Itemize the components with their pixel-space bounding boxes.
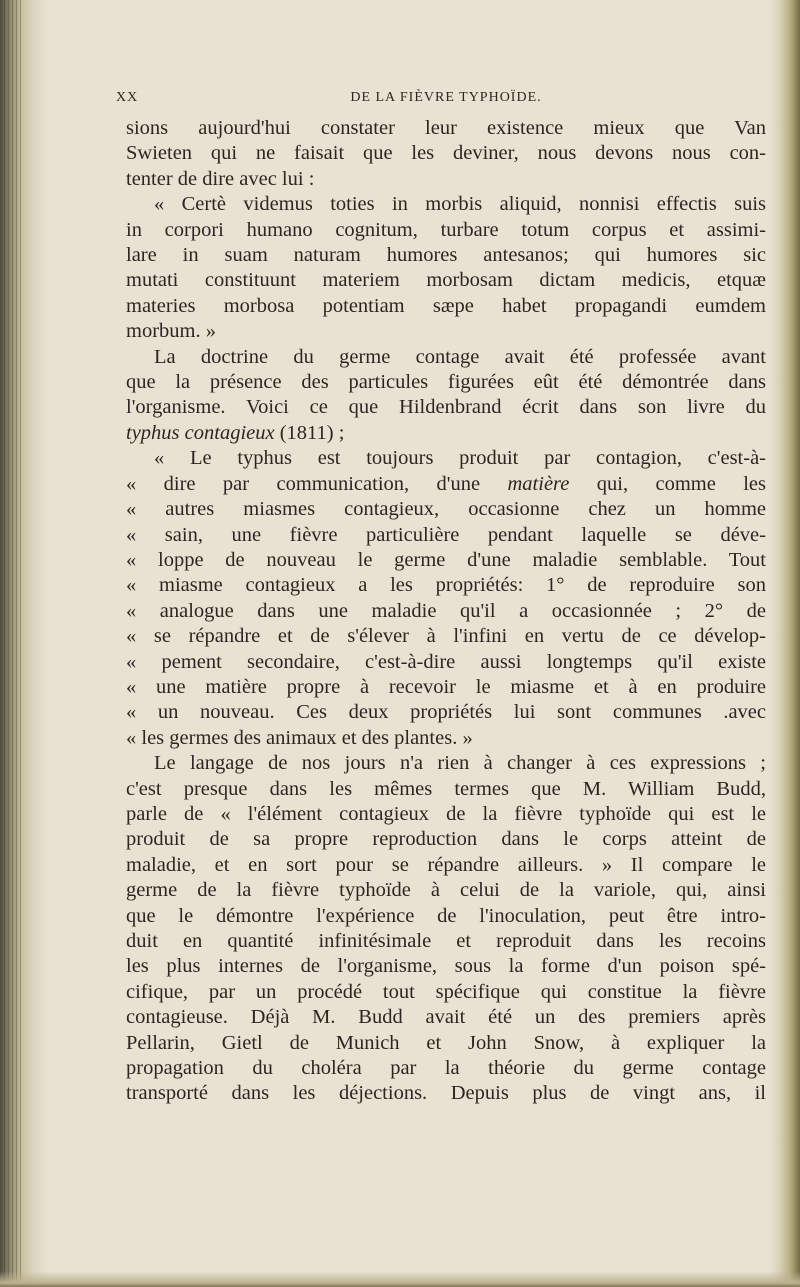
text-line: que la présence des particules figurées eût été démontrée dans — [126, 371, 766, 394]
text-line: « Le typhus est toujours produit par contagion, c'est-à- — [154, 447, 766, 470]
text-line: « se répandre et de s'élever à l'infini en vertu de ce dévelop- — [126, 625, 766, 648]
page-bottom-edge — [0, 1271, 800, 1287]
text-line — [126, 472, 766, 497]
body-text — [126, 116, 766, 1107]
page-number: XX — [116, 90, 139, 105]
text-line: c'est presque dans les mêmes termes que M. William Budd, — [126, 777, 766, 800]
page-right-edge — [770, 0, 800, 1287]
text-line: contagieuse. Déjà M. Budd avait été un des premiers après — [126, 1006, 766, 1029]
text-line: sions aujourd'hui constater leur existence mieux que Van — [126, 117, 766, 139]
text-line: maladie, et en sort pour se répandre ailleurs. » Il compare le — [126, 853, 766, 876]
text-line: transporté dans les déjections. Depuis plus de vingt ans, il — [126, 1082, 766, 1105]
text-line: « pement secondaire, c'est-à-dire aussi longtemps qu'il existe — [126, 650, 766, 673]
text-fragment: qui, comme les — [569, 472, 767, 495]
running-header — [116, 88, 766, 110]
running-title: DE LA FIÈVRE TYPHOÏDE. — [350, 90, 542, 105]
text-line: morbum. » — [126, 320, 216, 343]
text-line: produit de sa propre reproduction dans le corps atteint de — [126, 828, 766, 851]
text-line: « une matière propre à recevoir le miasme et à en produire — [126, 675, 766, 698]
text-line: « Certè videmus toties in morbis aliquid, nonnisi effectis suis — [154, 193, 766, 216]
text-line: parle de « l'élément contagieux de la fièvre typhoïde qui est le — [126, 802, 766, 825]
italic-word: matière — [507, 472, 570, 495]
hildenbrand-quotation — [126, 446, 766, 751]
text-line: tenter de dire avec lui : — [126, 167, 315, 190]
text-line: in corpori humano cognitum, turbare totum corpus et assimi- — [126, 218, 766, 241]
text-line: La doctrine du germe contage avait été professée avant — [154, 345, 766, 368]
latin-quotation — [126, 192, 766, 344]
text-line: « un nouveau. Ces deux propriétés lui sont communes .avec — [126, 701, 766, 724]
text-line: lare in suam naturam humores antesanos; qui humores sic — [126, 244, 766, 267]
text-line: « autres miasmes contagieux, occasionne chez un homme — [126, 498, 766, 521]
text-line: Swieten qui ne faisait que les deviner, nous devons nous con- — [126, 142, 766, 165]
text-line: « analogue dans une maladie qu'il a occasionnée ; 2° de — [126, 599, 766, 622]
text-line: duit en quantité infinitésimale et reproduit dans les recoins — [126, 930, 766, 952]
paragraph-5 — [126, 751, 766, 1107]
text-fragment: « dire par communication, d'une — [126, 472, 481, 495]
text-line: propagation du choléra par la théorie du germe contage — [126, 1057, 766, 1080]
text-line: germe de la fièvre typhoïde à celui de la variole, qui, ainsi — [126, 879, 766, 902]
text-line: que le démontre l'expérience de l'inoculation, peut être intro- — [126, 904, 766, 927]
paragraph-1 — [126, 116, 766, 192]
text-line — [126, 421, 766, 446]
text-line: « miasme contagieux a les propriétés: 1° de reproduire son — [126, 574, 766, 597]
text-line: Le langage de nos jours n'a rien à changer à ces expressions ; — [154, 752, 766, 775]
text-line: mutati constituunt materiem morbosam dictam medicis, etquæ — [126, 269, 766, 292]
book-page — [116, 88, 767, 1107]
text-line: « les germes des animaux et des plantes. » — [126, 726, 473, 749]
text-line: « sain, une fièvre particulière pendant laquelle se déve- — [126, 523, 766, 546]
book-binding-edge — [0, 0, 46, 1287]
text-line: les plus internes de l'organisme, sous la forme d'un poison spé- — [126, 955, 766, 978]
text-fragment: (1811) ; — [274, 421, 345, 444]
book-title-italic: typhus contagieux — [126, 421, 275, 444]
text-line: « loppe de nouveau le germe d'une maladie semblable. Tout — [126, 548, 766, 571]
text-line: materies morbosa potentiam sæpe habet propagandi eumdem — [126, 294, 766, 317]
text-line: Pellarin, Gietl de Munich et John Snow, à expliquer la — [126, 1031, 766, 1054]
text-line: cifique, par un procédé tout spécifique qui constitue la fièvre — [126, 980, 766, 1003]
paragraph-3 — [126, 345, 766, 447]
text-line: l'organisme. Voici ce que Hildenbrand écrit dans son livre du — [126, 396, 766, 419]
